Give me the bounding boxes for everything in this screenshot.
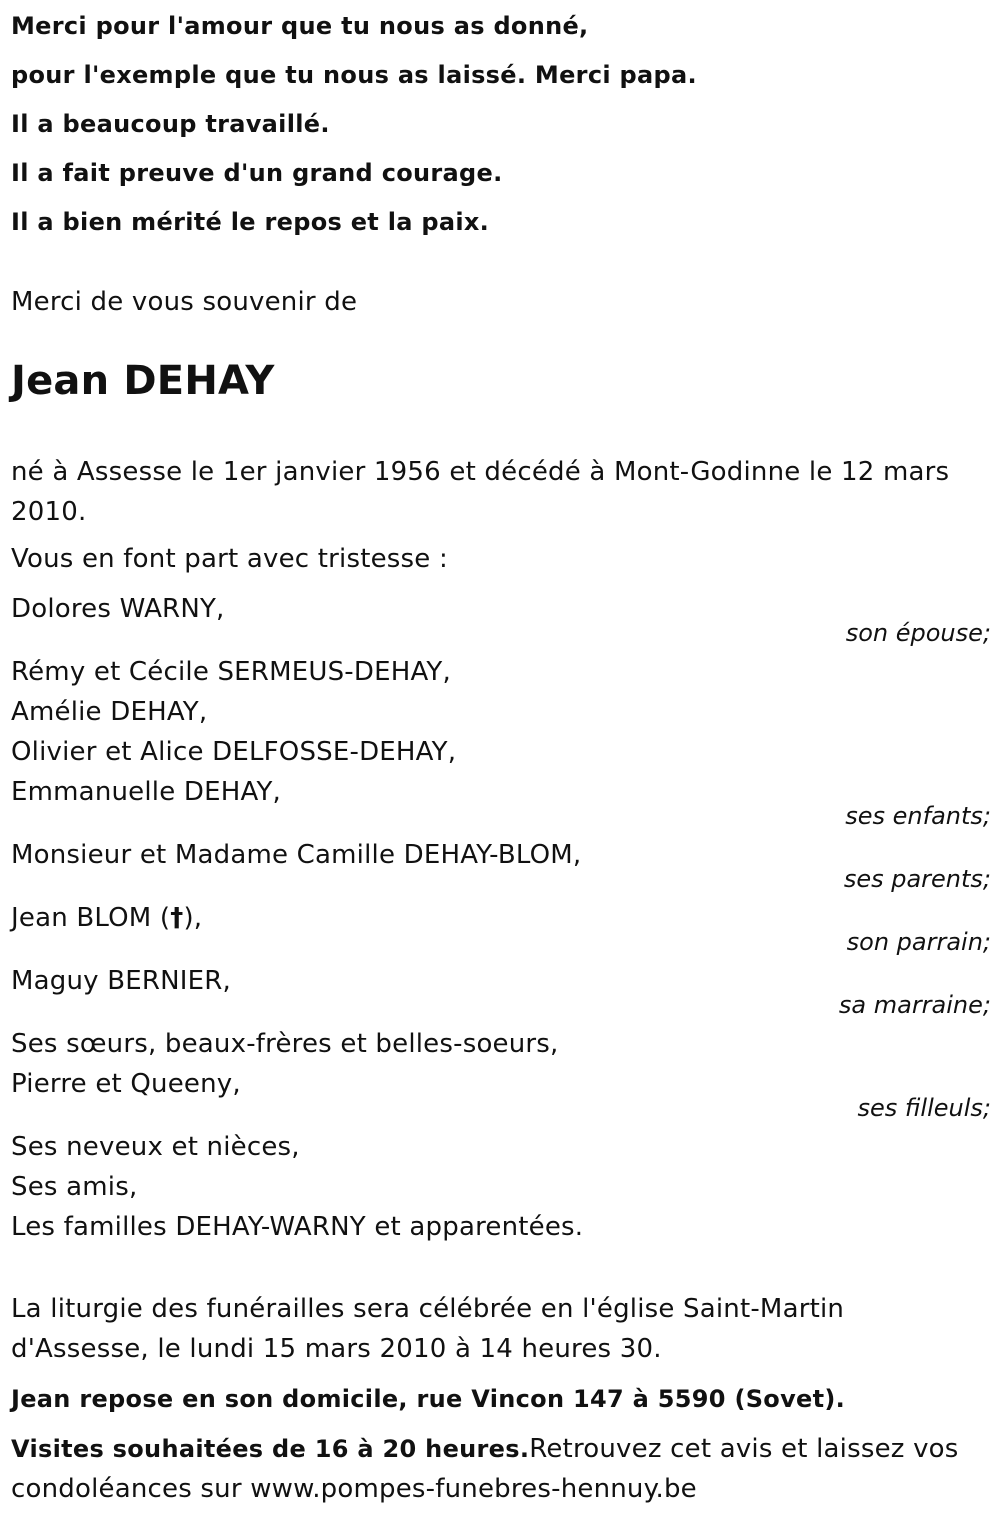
family-member: Dolores WARNY, [11,594,225,624]
relation-label: ses enfants; [845,802,991,830]
birth-death-text: né à Assesse le 1er janvier 1956 et décédé à Mont-Godinne le 12 mars 2010. [11,457,950,527]
godfather-name: Jean BLOM ( [11,903,171,933]
poem-line: Il a fait preuve d'un grand courage. [11,159,503,187]
liturgy-text: La liturgie des funérailles sera célébrée en l'église Saint-Martin d'Assesse, le lundi 15 mars 2010 à 14 heures 30. [11,1294,845,1364]
poem-line: Merci pour l'amour que tu nous as donné, [11,12,589,40]
family-member: Ses neveux et nièces, [11,1132,300,1162]
relation-label: son parrain; [846,928,991,956]
family-member: Emmanuelle DEHAY, [11,777,281,807]
condolences-text: Retrouvez cet avis et laissez vos condoléances sur www.pompes-funebres-hennuy.be [11,1434,959,1504]
family-member: Les familles DEHAY-WARNY et apparentées. [11,1212,584,1242]
family-member: Rémy et Cécile SERMEUS-DEHAY, [11,657,451,687]
poem-line: pour l'exemple que tu nous as laissé. Merci papa. [11,61,697,89]
relation-label: sa marraine; [838,991,991,1019]
family-member: Pierre et Queeny, [11,1069,241,1099]
relation-label: ses filleuls; [857,1094,991,1122]
family-member: Ses sœurs, beaux-frères et belles-soeurs, [11,1029,559,1059]
cross-icon: † [170,903,184,933]
rest-place-text: Jean repose en son domicile, rue Vincon 147 à 5590 (Sovet). [11,1385,846,1413]
deceased-name: Jean DEHAY [11,358,275,404]
poem-line: Il a beaucoup travaillé. [11,110,330,138]
family-member: Monsieur et Madame Camille DEHAY-BLOM, [11,840,582,870]
visits-paragraph [11,1429,986,1509]
family-member: Olivier et Alice DELFOSSE-DEHAY, [11,737,457,767]
relation-label: ses parents; [843,865,991,893]
intro-text: Merci de vous souvenir de [11,287,358,317]
family-member: Maguy BERNIER, [11,966,232,996]
announcement-text: Vous en font part avec tristesse : [11,544,448,574]
poem-line: Il a bien mérité le repos et la paix. [11,208,490,236]
godfather-name-end: ), [183,903,203,933]
family-member: Ses amis, [11,1172,138,1202]
relation-label: son épouse; [845,619,991,647]
family-member [11,903,202,933]
family-member: Amélie DEHAY, [11,697,208,727]
visits-text: Visites souhaitées de 16 à 20 heures. [11,1435,530,1463]
